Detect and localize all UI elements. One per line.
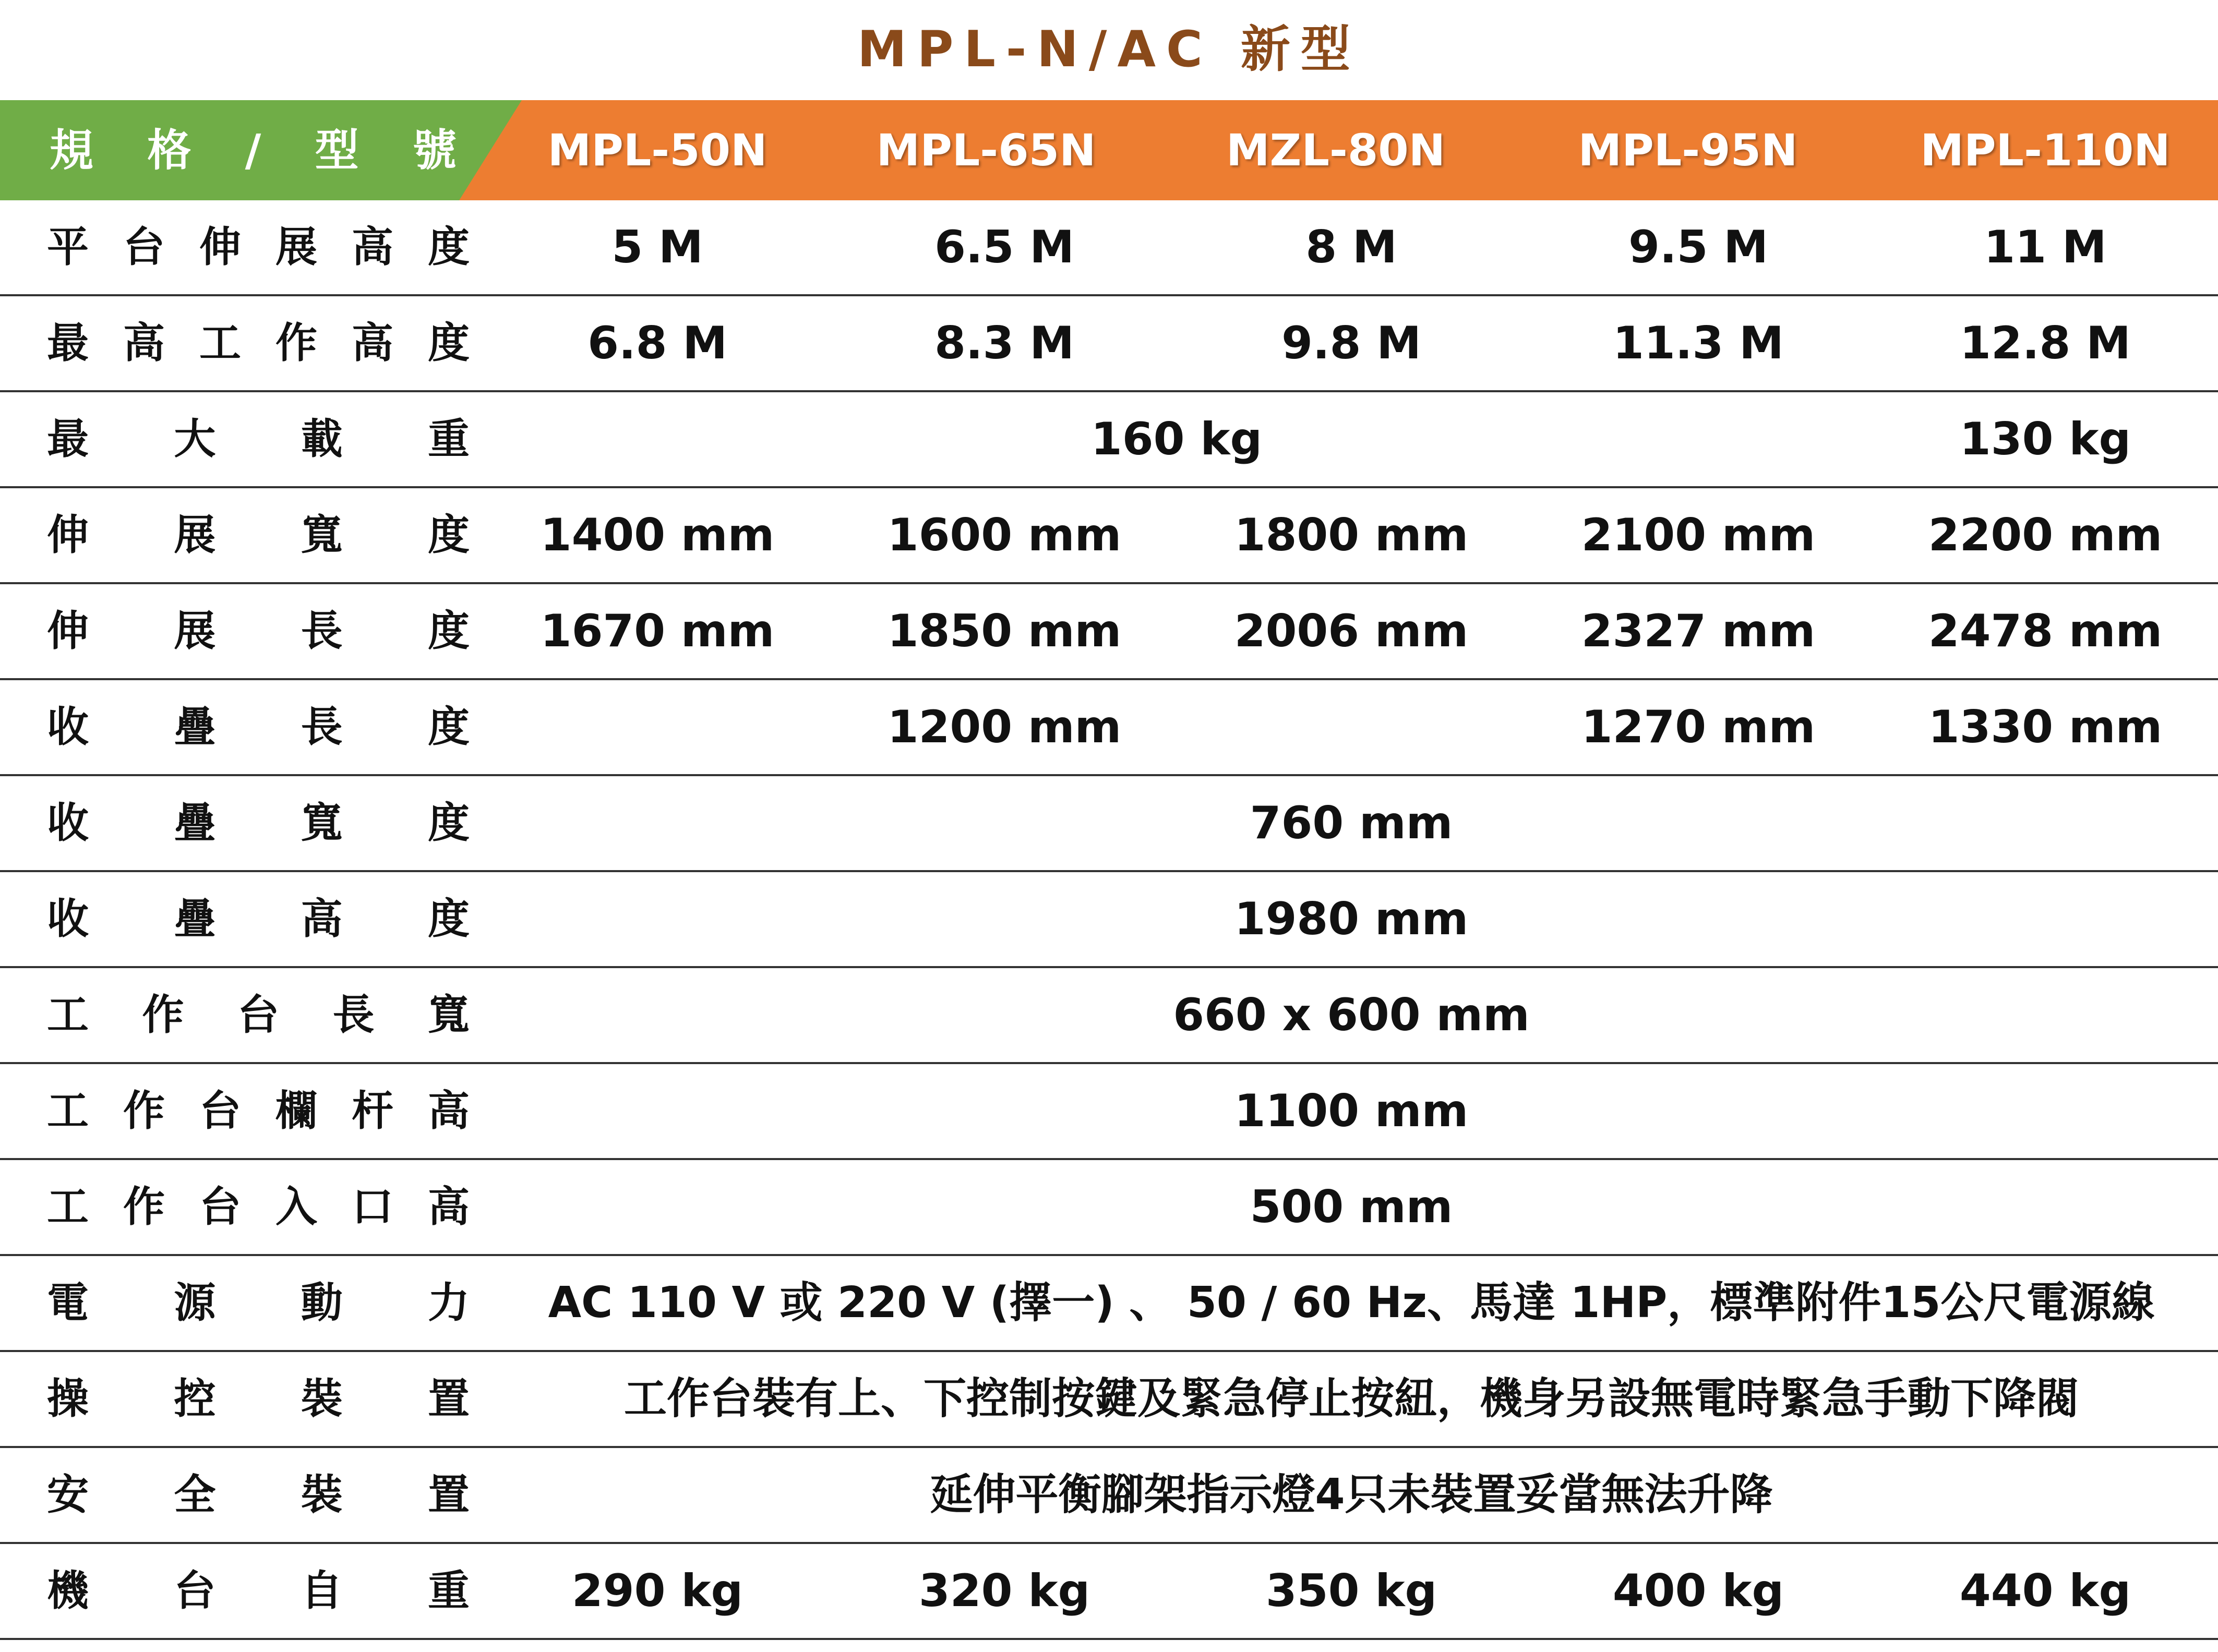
table-cell: AC 110 V 或 220 V (擇一) 、 50 / 60 Hz、馬達 1HP，標準附件15公尺電源線 (548, 1278, 2155, 1328)
row-label-char: 作 (275, 319, 317, 367)
table-cell: 660 x 600 mm (1173, 989, 1530, 1041)
table-cell: 1200 mm (887, 701, 1122, 753)
model-header-mpl-50n: MPL-50N (547, 125, 768, 176)
row-label-char: 展 (275, 223, 317, 271)
row-label-char: 展 (174, 607, 216, 655)
row-label-char: 工 (47, 1183, 89, 1231)
table-cell: 6.5 M (934, 221, 1074, 273)
row-label-char: 展 (174, 511, 216, 559)
row-label-char: 台 (123, 223, 165, 271)
table-row (0, 296, 2218, 392)
table-row (0, 1448, 2218, 1544)
row-label-char: 疊 (174, 895, 216, 943)
table-row (0, 1064, 2218, 1160)
table-row (0, 1256, 2218, 1352)
row-label-char: 寬 (301, 511, 343, 559)
table-cell: 6.8 M (588, 317, 727, 369)
row-label-char: 台 (199, 1087, 241, 1135)
row-label-char: 全 (174, 1470, 216, 1519)
table-cell: 290 kg (571, 1565, 744, 1617)
row-label-char: 度 (427, 799, 470, 847)
row-label-char: 源 (174, 1279, 216, 1327)
row-label-char: 收 (47, 703, 89, 751)
row-label (47, 584, 470, 678)
header-label-char: 號 (412, 125, 457, 176)
row-label-char: 平 (47, 223, 89, 271)
row-label-char: 高 (352, 319, 393, 367)
table-cell: 9.5 M (1628, 221, 1768, 273)
row-label-char: 高 (428, 1183, 470, 1231)
table-cell: 1270 mm (1581, 701, 1816, 753)
row-label (47, 296, 470, 390)
table-row (0, 392, 2218, 488)
row-label-char: 置 (427, 1374, 470, 1423)
row-label-char: 置 (427, 1470, 470, 1519)
row-label-char: 伸 (47, 607, 89, 655)
table-header (0, 100, 2218, 200)
table-cell: 5 M (612, 221, 703, 273)
row-label-char: 長 (301, 607, 343, 655)
row-label-char: 作 (142, 991, 184, 1039)
table-row (0, 872, 2218, 968)
row-label (47, 200, 470, 294)
model-header-mpl-65n: MPL-65N (876, 125, 1096, 176)
row-label-char: 重 (427, 415, 470, 463)
table-row (0, 1544, 2218, 1640)
table-cell: 延伸平衡腳架指示燈4只未裝置妥當無法升降 (930, 1470, 1773, 1520)
row-label-char: 杆 (352, 1087, 393, 1135)
row-label-char: 高 (301, 895, 343, 943)
header-label-char: 型 (315, 125, 359, 176)
row-label-char: 疊 (174, 799, 216, 847)
row-label-char: 高 (123, 319, 165, 367)
row-label-char: 寬 (301, 799, 343, 847)
row-label-char: 欄 (275, 1087, 317, 1135)
row-label (47, 392, 470, 486)
table-cell: 11 M (1984, 221, 2107, 273)
row-label-char: 機 (47, 1566, 89, 1615)
table-cell: 1330 mm (1928, 701, 2163, 753)
table-cell: 8 M (1305, 221, 1397, 273)
row-label (47, 1544, 470, 1638)
row-label (47, 1448, 470, 1542)
table-row (0, 968, 2218, 1064)
row-label-char: 控 (174, 1374, 216, 1423)
row-label-char: 載 (301, 415, 343, 463)
table-cell: 160 kg (1090, 413, 1263, 465)
row-label (47, 1160, 470, 1254)
table-cell: 350 kg (1265, 1565, 1437, 1617)
row-label-char: 度 (427, 895, 470, 943)
row-label-char: 最 (47, 319, 89, 367)
model-header-mpl-110n: MPL-110N (1920, 125, 2171, 176)
row-label-char: 度 (427, 607, 470, 655)
table-cell: 1800 mm (1234, 509, 1469, 561)
table-cell: 440 kg (1959, 1565, 2131, 1617)
table-row (0, 1160, 2218, 1256)
table-row (0, 584, 2218, 680)
row-label-char: 高 (352, 223, 393, 271)
table-cell: 1670 mm (540, 605, 775, 657)
table-cell: 1850 mm (887, 605, 1122, 657)
row-label (47, 1256, 470, 1350)
row-label-char: 動 (301, 1279, 343, 1327)
table-cell: 130 kg (1959, 413, 2131, 465)
table-row (0, 488, 2218, 584)
table-cell: 工作台裝有上、下控制按鍵及緊急停止按紐，機身另設無電時緊急手動下降閥 (624, 1374, 2079, 1424)
table-cell: 9.8 M (1281, 317, 1421, 369)
row-label-char: 度 (427, 511, 470, 559)
row-label (47, 488, 470, 582)
spec-model-header-label (50, 100, 457, 200)
row-label-char: 收 (47, 895, 89, 943)
row-label-char: 長 (301, 703, 343, 751)
row-label-char: 伸 (47, 511, 89, 559)
header-label-char: 規 (50, 125, 94, 176)
table-row (0, 776, 2218, 872)
row-label-char: 裝 (301, 1374, 343, 1423)
table-cell: 2006 mm (1234, 605, 1469, 657)
row-label-char: 寬 (428, 991, 470, 1039)
table-cell: 2327 mm (1581, 605, 1816, 657)
header-label-char: / (245, 125, 261, 176)
table-cell: 320 kg (918, 1565, 1090, 1617)
table-cell: 760 mm (1250, 797, 1453, 849)
row-label-char: 作 (123, 1183, 165, 1231)
table-cell: 1980 mm (1234, 893, 1469, 945)
row-label-char: 收 (47, 799, 89, 847)
row-label (47, 968, 470, 1062)
table-cell: 2478 mm (1928, 605, 2163, 657)
row-label-char: 台 (174, 1566, 216, 1615)
row-label-char: 長 (332, 991, 375, 1039)
table-cell: 1400 mm (540, 509, 775, 561)
table-cell: 400 kg (1612, 1565, 1784, 1617)
model-header-mzl-80n: MZL-80N (1226, 125, 1446, 176)
page-title: MPL-N/AC 新型 (857, 21, 1361, 78)
row-label-char: 大 (174, 415, 216, 463)
row-label-char: 工 (199, 319, 241, 367)
row-label-char: 疊 (174, 703, 216, 751)
row-label-char: 伸 (199, 223, 241, 271)
table-cell: 1100 mm (1234, 1085, 1469, 1137)
header-label-char: 格 (147, 125, 191, 176)
table-cell: 11.3 M (1613, 317, 1784, 369)
row-label-char: 電 (47, 1279, 89, 1327)
row-label-char: 操 (47, 1374, 89, 1423)
table-row (0, 1352, 2218, 1448)
row-label-char: 工 (47, 991, 89, 1039)
row-label (47, 1064, 470, 1158)
row-label-char: 作 (123, 1087, 165, 1135)
row-label-char: 力 (427, 1279, 470, 1327)
row-label-char: 重 (427, 1566, 470, 1615)
row-label-char: 台 (199, 1183, 241, 1231)
row-label-char: 安 (47, 1470, 89, 1519)
row-label-char: 度 (428, 223, 470, 271)
row-label-char: 工 (47, 1087, 89, 1135)
table-row (0, 200, 2218, 296)
row-label-char: 自 (301, 1566, 343, 1615)
row-label (47, 872, 470, 966)
model-header-mpl-95n: MPL-95N (1578, 125, 1798, 176)
row-label-char: 台 (237, 991, 279, 1039)
table-row (0, 680, 2218, 776)
row-label-char: 度 (427, 703, 470, 751)
row-label (47, 1352, 470, 1446)
row-label-char: 入 (275, 1183, 317, 1231)
table-cell: 2200 mm (1928, 509, 2163, 561)
table-cell: 12.8 M (1960, 317, 2131, 369)
row-label-char: 高 (428, 1087, 470, 1135)
row-label (47, 776, 470, 870)
row-label-char: 口 (352, 1183, 393, 1231)
row-label-char: 最 (47, 415, 89, 463)
row-label-char: 裝 (301, 1470, 343, 1519)
table-cell: 500 mm (1250, 1181, 1453, 1233)
table-cell: 8.3 M (934, 317, 1074, 369)
row-label-char: 度 (428, 319, 470, 367)
row-label (47, 680, 470, 774)
table-cell: 1600 mm (887, 509, 1122, 561)
table-cell: 2100 mm (1581, 509, 1816, 561)
